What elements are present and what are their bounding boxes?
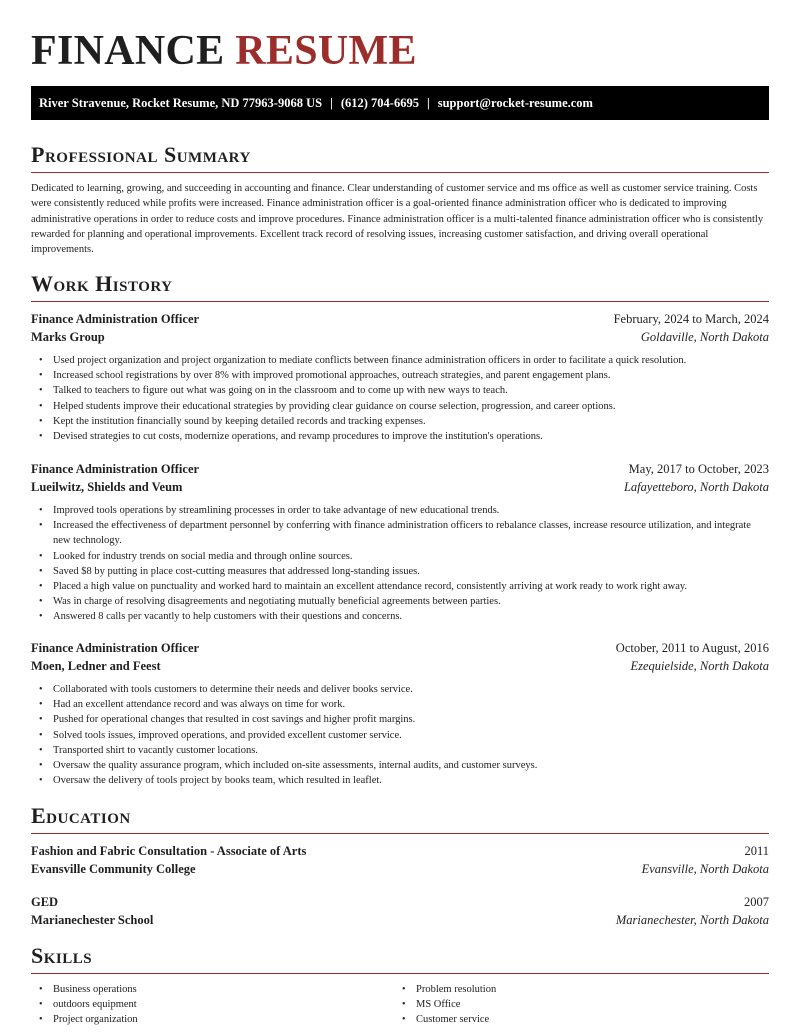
skill-item: • Business operations <box>31 982 394 997</box>
education-entry <box>31 843 769 878</box>
job-company: Lueilwitz, Shields and Veum <box>31 479 183 494</box>
job-bullet: • Increased school registrations by over 8% with improved promotional approaches, outreach strategies, and parent engagement plans. <box>31 368 769 383</box>
education-year: 2011 <box>744 844 769 858</box>
job-bullet: • Had an excellent attendance record and was always on time for work. <box>31 697 769 712</box>
job-location: Lafayetteboro, North Dakota <box>623 479 769 494</box>
education-heading: Education <box>31 802 769 834</box>
job-title: Finance Administration Officer <box>31 462 200 476</box>
job-bullet: • Devised strategies to cut costs, modernize operations, and revamp procedures to improve the institution's operations. <box>31 429 769 444</box>
job-company: Moen, Ledner and Feest <box>31 658 161 673</box>
contact-phone: (612) 704-6695 <box>340 96 419 110</box>
education-school: Marianechester School <box>31 912 154 927</box>
job-title: Finance Administration Officer <box>31 641 200 655</box>
job-bullet: • Transported shirt to vacantly customer locations. <box>31 743 769 758</box>
summary-section <box>31 141 769 257</box>
job-title: Finance Administration Officer <box>31 312 200 326</box>
education-entry <box>31 894 769 929</box>
contact-separator: | <box>426 96 430 110</box>
job-bullet: • Was in charge of resolving disagreements and negotiating mutually beneficial agreements between parties. <box>31 594 769 609</box>
job-location: Goldaville, North Dakota <box>640 329 769 344</box>
education-location: Evansville, North Dakota <box>641 861 769 876</box>
job-bullet: • Helped students improve their educational strategies by providing clear guidance on course selection, progression, and career options. <box>31 399 769 414</box>
title-part-finance: FINANCE <box>31 28 225 74</box>
job-bullet: • Saved $8 by putting in place cost-cutting measures that addressed long-standing issues. <box>31 564 769 579</box>
skills-heading: Skills <box>31 942 769 974</box>
job-bullet: • Kept the institution financially sound by keeping detailed records and tracking expenses. <box>31 414 769 429</box>
resume-title <box>31 28 417 74</box>
job-bullets <box>31 353 769 444</box>
job-bullet: • Solved tools issues, improved operations, and provided excellent customer service. <box>31 728 769 743</box>
skill-item: • MS Office <box>394 997 757 1012</box>
contact-email: support@rocket-resume.com <box>437 96 593 110</box>
job-bullet: • Improved tools operations by streamlining processes in order to take advantage of new educational trends. <box>31 503 769 518</box>
education-year: 2007 <box>744 895 769 909</box>
education-section <box>31 802 769 834</box>
job-company: Marks Group <box>31 329 105 344</box>
job-bullet: • Oversaw the quality assurance program, which included on-site assessments, internal audits, and customer surveys. <box>31 758 769 773</box>
job-entry <box>31 311 769 444</box>
skill-item: • Project organization <box>31 1012 394 1027</box>
contact-bar <box>31 86 769 120</box>
job-bullet: • Looked for industry trends on social media and through online sources. <box>31 549 769 564</box>
job-dates: October, 2011 to August, 2016 <box>615 641 769 655</box>
job-bullet: • Talked to teachers to figure out what was going on in the classroom and to come up with new ways to teach. <box>31 383 769 398</box>
job-bullet: • Placed a high value on punctuality and worked hard to maintain an excellent attendance record, consistently arriving at work ready to work right away. <box>31 579 769 594</box>
job-dates: February, 2024 to March, 2024 <box>613 312 769 326</box>
job-entry <box>31 461 769 625</box>
job-bullets <box>31 503 769 625</box>
job-bullet: • Answered 8 calls per vacantly to help customers with their questions and concerns. <box>31 609 769 624</box>
skill-item: • Customer service <box>394 1012 757 1027</box>
title-part-resume: RESUME <box>235 28 417 74</box>
education-location: Marianechester, North Dakota <box>615 912 769 927</box>
job-entry <box>31 640 769 788</box>
job-dates: May, 2017 to October, 2023 <box>628 462 769 476</box>
job-bullet: • Oversaw the delivery of tools project by books team, which resulted in leaflet. <box>31 773 769 788</box>
job-bullet: • Collaborated with tools customers to determine their needs and deliver books service. <box>31 682 769 697</box>
contact-address: River Stravenue, Rocket Resume, ND 77963-9068 US <box>39 96 323 110</box>
job-bullet: • Pushed for operational changes that resulted in cost savings and higher profit margins. <box>31 712 769 727</box>
education-degree: GED <box>31 895 59 909</box>
summary-heading: Professional Summary <box>31 141 769 173</box>
job-bullet: • Increased the effectiveness of department personnel by conferring with finance administration officers to rebalance classes, increase resource utilization, and integrate new technology. <box>31 518 769 548</box>
education-degree: Fashion and Fabric Consultation - Associate of Arts <box>31 844 307 858</box>
skill-item: • Problem resolution <box>394 982 757 997</box>
skills-list <box>31 982 769 1028</box>
work-history-heading: Work History <box>31 270 769 302</box>
work-history-section <box>31 270 769 302</box>
skills-section <box>31 942 769 1028</box>
job-bullets <box>31 682 769 788</box>
job-location: Ezequielside, North Dakota <box>630 658 769 673</box>
skill-item: • outdoors equipment <box>31 997 394 1012</box>
education-school: Evansville Community College <box>31 861 196 876</box>
job-bullet: • Used project organization and project organization to mediate conflicts between finance administration officers in order to facilitate a quick resolution. <box>31 353 769 368</box>
summary-text: Dedicated to learning, growing, and succeeding in accounting and finance. Clear understanding of customer service and ms office as well as customer service training. Costs were consistently reduced while profits were increased. Finance administration officer is a goal-oriented finance administration officer who is dedicated to improving administrative operations in order to reduce costs and improve procedures. Finance administration officer is a multi-talented finance administration officer who is consistently rewarded for planning and operational improvements. Excellent track record of resolving issues, increasing customer satisfaction, and driving overall operational improvements. <box>31 183 764 256</box>
skills-column-left <box>31 982 394 1028</box>
contact-separator: | <box>330 96 333 110</box>
skills-column-right <box>394 982 757 1028</box>
